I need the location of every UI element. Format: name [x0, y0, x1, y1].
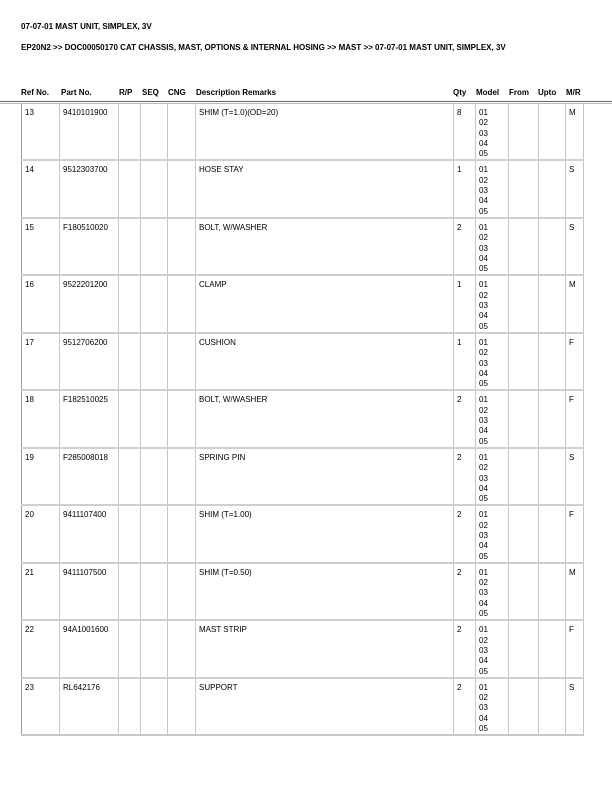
cell-rp [119, 390, 141, 447]
model-code: 03 [479, 186, 488, 196]
cell-qty: 2 [454, 678, 476, 735]
cell-desc: SHIM (T=1.00) [196, 505, 454, 562]
cell-cng [168, 390, 196, 447]
cell-qty: 1 [454, 160, 476, 217]
cell-seq [141, 275, 168, 332]
cell-cng [168, 678, 196, 735]
col-header-qty: Qty [453, 88, 467, 97]
cell-from [509, 678, 539, 735]
cell-part: F285008018 [60, 448, 119, 505]
cell-from [509, 505, 539, 562]
model-code: 02 [479, 233, 488, 243]
model-code: 02 [479, 520, 488, 530]
cell-desc: BOLT, W/WASHER [196, 390, 454, 447]
cell-mr: S [566, 678, 584, 735]
model-code: 05 [479, 149, 488, 159]
cell-from [509, 275, 539, 332]
cell-from [509, 333, 539, 390]
cell-rp [119, 563, 141, 620]
cell-mr: M [566, 104, 584, 160]
cell-models [476, 448, 509, 505]
cell-models [476, 160, 509, 217]
model-code: 01 [479, 452, 488, 462]
model-code: 02 [479, 693, 488, 703]
cell-models [476, 390, 509, 447]
model-code: 03 [479, 301, 488, 311]
table-row [22, 563, 584, 620]
model-code: 01 [479, 395, 488, 405]
model-code: 05 [479, 264, 488, 274]
cell-seq [141, 448, 168, 505]
cell-mr: S [566, 160, 584, 217]
col-header-model: Model [476, 88, 500, 97]
col-header-mr: M/R [566, 88, 581, 97]
cell-qty: 2 [454, 563, 476, 620]
model-code: 01 [479, 510, 488, 520]
table-row [22, 678, 584, 735]
cell-from [509, 104, 539, 160]
model-code: 04 [479, 138, 488, 148]
model-code: 04 [479, 713, 488, 723]
cell-cng [168, 104, 196, 160]
cell-models [476, 678, 509, 735]
cell-seq [141, 218, 168, 275]
cell-cng [168, 333, 196, 390]
cell-upto [539, 678, 566, 735]
model-code: 05 [479, 321, 488, 331]
model-code: 01 [479, 567, 488, 577]
model-code: 05 [479, 206, 488, 216]
cell-desc: CUSHION [196, 333, 454, 390]
model-code: 05 [479, 494, 488, 504]
cell-mr: F [566, 620, 584, 677]
model-code: 03 [479, 473, 488, 483]
model-code: 03 [479, 645, 488, 655]
cell-seq [141, 678, 168, 735]
cell-rp [119, 218, 141, 275]
model-code: 03 [479, 588, 488, 598]
cell-ref: 18 [22, 390, 60, 447]
cell-seq [141, 620, 168, 677]
cell-mr: F [566, 505, 584, 562]
col-header-from: From [509, 88, 529, 97]
cell-models [476, 620, 509, 677]
model-code: 01 [479, 165, 488, 175]
cell-cng [168, 563, 196, 620]
cell-qty: 2 [454, 448, 476, 505]
cell-desc: HOSE STAY [196, 160, 454, 217]
cell-seq [141, 390, 168, 447]
model-code: 01 [479, 222, 488, 232]
cell-upto [539, 333, 566, 390]
cell-ref: 21 [22, 563, 60, 620]
cell-upto [539, 275, 566, 332]
cell-seq [141, 563, 168, 620]
cell-ref: 19 [22, 448, 60, 505]
cell-upto [539, 563, 566, 620]
cell-part: F180510020 [60, 218, 119, 275]
cell-upto [539, 160, 566, 217]
cell-mr: M [566, 563, 584, 620]
model-code: 01 [479, 108, 488, 117]
col-header-rp: R/P [119, 88, 133, 97]
model-code: 05 [479, 379, 488, 389]
cell-rp [119, 275, 141, 332]
col-header-part: Part No. [61, 88, 92, 97]
cell-ref: 14 [22, 160, 60, 217]
cell-ref: 17 [22, 333, 60, 390]
cell-models [476, 218, 509, 275]
model-code: 05 [479, 436, 488, 446]
model-code: 02 [479, 175, 488, 185]
cell-part: 9410101900 [60, 104, 119, 160]
cell-rp [119, 104, 141, 160]
model-code: 03 [479, 128, 488, 138]
cell-seq [141, 333, 168, 390]
cell-desc: SPRING PIN [196, 448, 454, 505]
cell-mr: F [566, 333, 584, 390]
cell-models [476, 563, 509, 620]
model-code: 04 [479, 196, 488, 206]
model-code: 01 [479, 280, 488, 290]
cell-part: 9411107400 [60, 505, 119, 562]
model-code: 04 [479, 598, 488, 608]
cell-from [509, 620, 539, 677]
model-code: 03 [479, 530, 488, 540]
cell-ref: 16 [22, 275, 60, 332]
col-header-ref: Ref No. [21, 88, 49, 97]
cell-mr: S [566, 448, 584, 505]
model-code: 04 [479, 368, 488, 378]
model-code: 04 [479, 656, 488, 666]
table-row [22, 104, 584, 160]
model-code: 03 [479, 703, 488, 713]
breadcrumb: EP20N2 >> DOC00050170 CAT CHASSIS, MAST, OPTIONS & INTERNAL HOSING >> MAST >> 07-07-01 MAST UNIT, SIMPLEX, 3V [21, 43, 506, 52]
cell-qty: 1 [454, 333, 476, 390]
model-code: 01 [479, 625, 488, 635]
model-code: 04 [479, 426, 488, 436]
cell-cng [168, 160, 196, 217]
cell-part: 9522201200 [60, 275, 119, 332]
cell-cng [168, 505, 196, 562]
model-code: 04 [479, 253, 488, 263]
cell-rp [119, 678, 141, 735]
table-row [22, 448, 584, 505]
model-code: 02 [479, 348, 488, 358]
cell-mr: M [566, 275, 584, 332]
cell-part: 9512706200 [60, 333, 119, 390]
model-code: 03 [479, 416, 488, 426]
cell-cng [168, 218, 196, 275]
model-code: 02 [479, 635, 488, 645]
cell-desc: MAST STRIP [196, 620, 454, 677]
cell-qty: 2 [454, 390, 476, 447]
cell-desc: SUPPORT [196, 678, 454, 735]
cell-upto [539, 104, 566, 160]
model-code: 03 [479, 243, 488, 253]
cell-qty: 2 [454, 218, 476, 275]
model-code: 02 [479, 578, 488, 588]
model-code: 02 [479, 290, 488, 300]
cell-seq [141, 160, 168, 217]
cell-qty: 2 [454, 505, 476, 562]
cell-qty: 8 [454, 104, 476, 160]
cell-upto [539, 390, 566, 447]
model-code: 03 [479, 358, 488, 368]
cell-qty: 1 [454, 275, 476, 332]
table-row [22, 620, 584, 677]
col-header-cng: CNG [168, 88, 186, 97]
table-row [22, 160, 584, 217]
model-code: 05 [479, 551, 488, 561]
cell-desc: BOLT, W/WASHER [196, 218, 454, 275]
cell-mr: F [566, 390, 584, 447]
cell-seq [141, 104, 168, 160]
model-code: 01 [479, 682, 488, 692]
cell-upto [539, 505, 566, 562]
cell-part: RL642176 [60, 678, 119, 735]
cell-part: F182510025 [60, 390, 119, 447]
parts-table [21, 104, 584, 736]
cell-desc: SHIM (T=0.50) [196, 563, 454, 620]
model-code: 02 [479, 405, 488, 415]
model-code: 05 [479, 666, 488, 676]
cell-models [476, 104, 509, 160]
model-code: 05 [479, 609, 488, 619]
table-row [22, 390, 584, 447]
model-code: 04 [479, 311, 488, 321]
table-row [22, 505, 584, 562]
cell-from [509, 390, 539, 447]
cell-ref: 15 [22, 218, 60, 275]
cell-seq [141, 505, 168, 562]
model-code: 05 [479, 724, 488, 734]
cell-cng [168, 620, 196, 677]
model-code: 04 [479, 541, 488, 551]
cell-qty: 2 [454, 620, 476, 677]
cell-desc: CLAMP [196, 275, 454, 332]
cell-mr: S [566, 218, 584, 275]
cell-upto [539, 218, 566, 275]
cell-upto [539, 448, 566, 505]
model-code: 02 [479, 463, 488, 473]
page-title: 07-07-01 MAST UNIT, SIMPLEX, 3V [21, 22, 152, 31]
col-header-upto: Upto [538, 88, 557, 97]
cell-part: 9512303700 [60, 160, 119, 217]
cell-rp [119, 505, 141, 562]
col-header-desc: Description Remarks [196, 88, 277, 97]
cell-ref: 23 [22, 678, 60, 735]
model-code: 02 [479, 118, 488, 128]
cell-part: 9411107500 [60, 563, 119, 620]
cell-models [476, 505, 509, 562]
col-header-seq: SEQ [142, 88, 159, 97]
cell-cng [168, 448, 196, 505]
model-code: 04 [479, 483, 488, 493]
cell-from [509, 448, 539, 505]
cell-ref: 13 [22, 104, 60, 160]
model-code: 01 [479, 337, 488, 347]
cell-from [509, 563, 539, 620]
cell-rp [119, 448, 141, 505]
table-row [22, 275, 584, 332]
cell-ref: 20 [22, 505, 60, 562]
cell-rp [119, 333, 141, 390]
cell-models [476, 275, 509, 332]
cell-cng [168, 275, 196, 332]
cell-upto [539, 620, 566, 677]
table-row [22, 218, 584, 275]
cell-from [509, 218, 539, 275]
table-row [22, 333, 584, 390]
cell-models [476, 333, 509, 390]
cell-rp [119, 620, 141, 677]
cell-part: 94A1001600 [60, 620, 119, 677]
cell-ref: 22 [22, 620, 60, 677]
cell-from [509, 160, 539, 217]
cell-desc: SHIM (T=1.0)(OD=20) [196, 104, 454, 160]
cell-rp [119, 160, 141, 217]
